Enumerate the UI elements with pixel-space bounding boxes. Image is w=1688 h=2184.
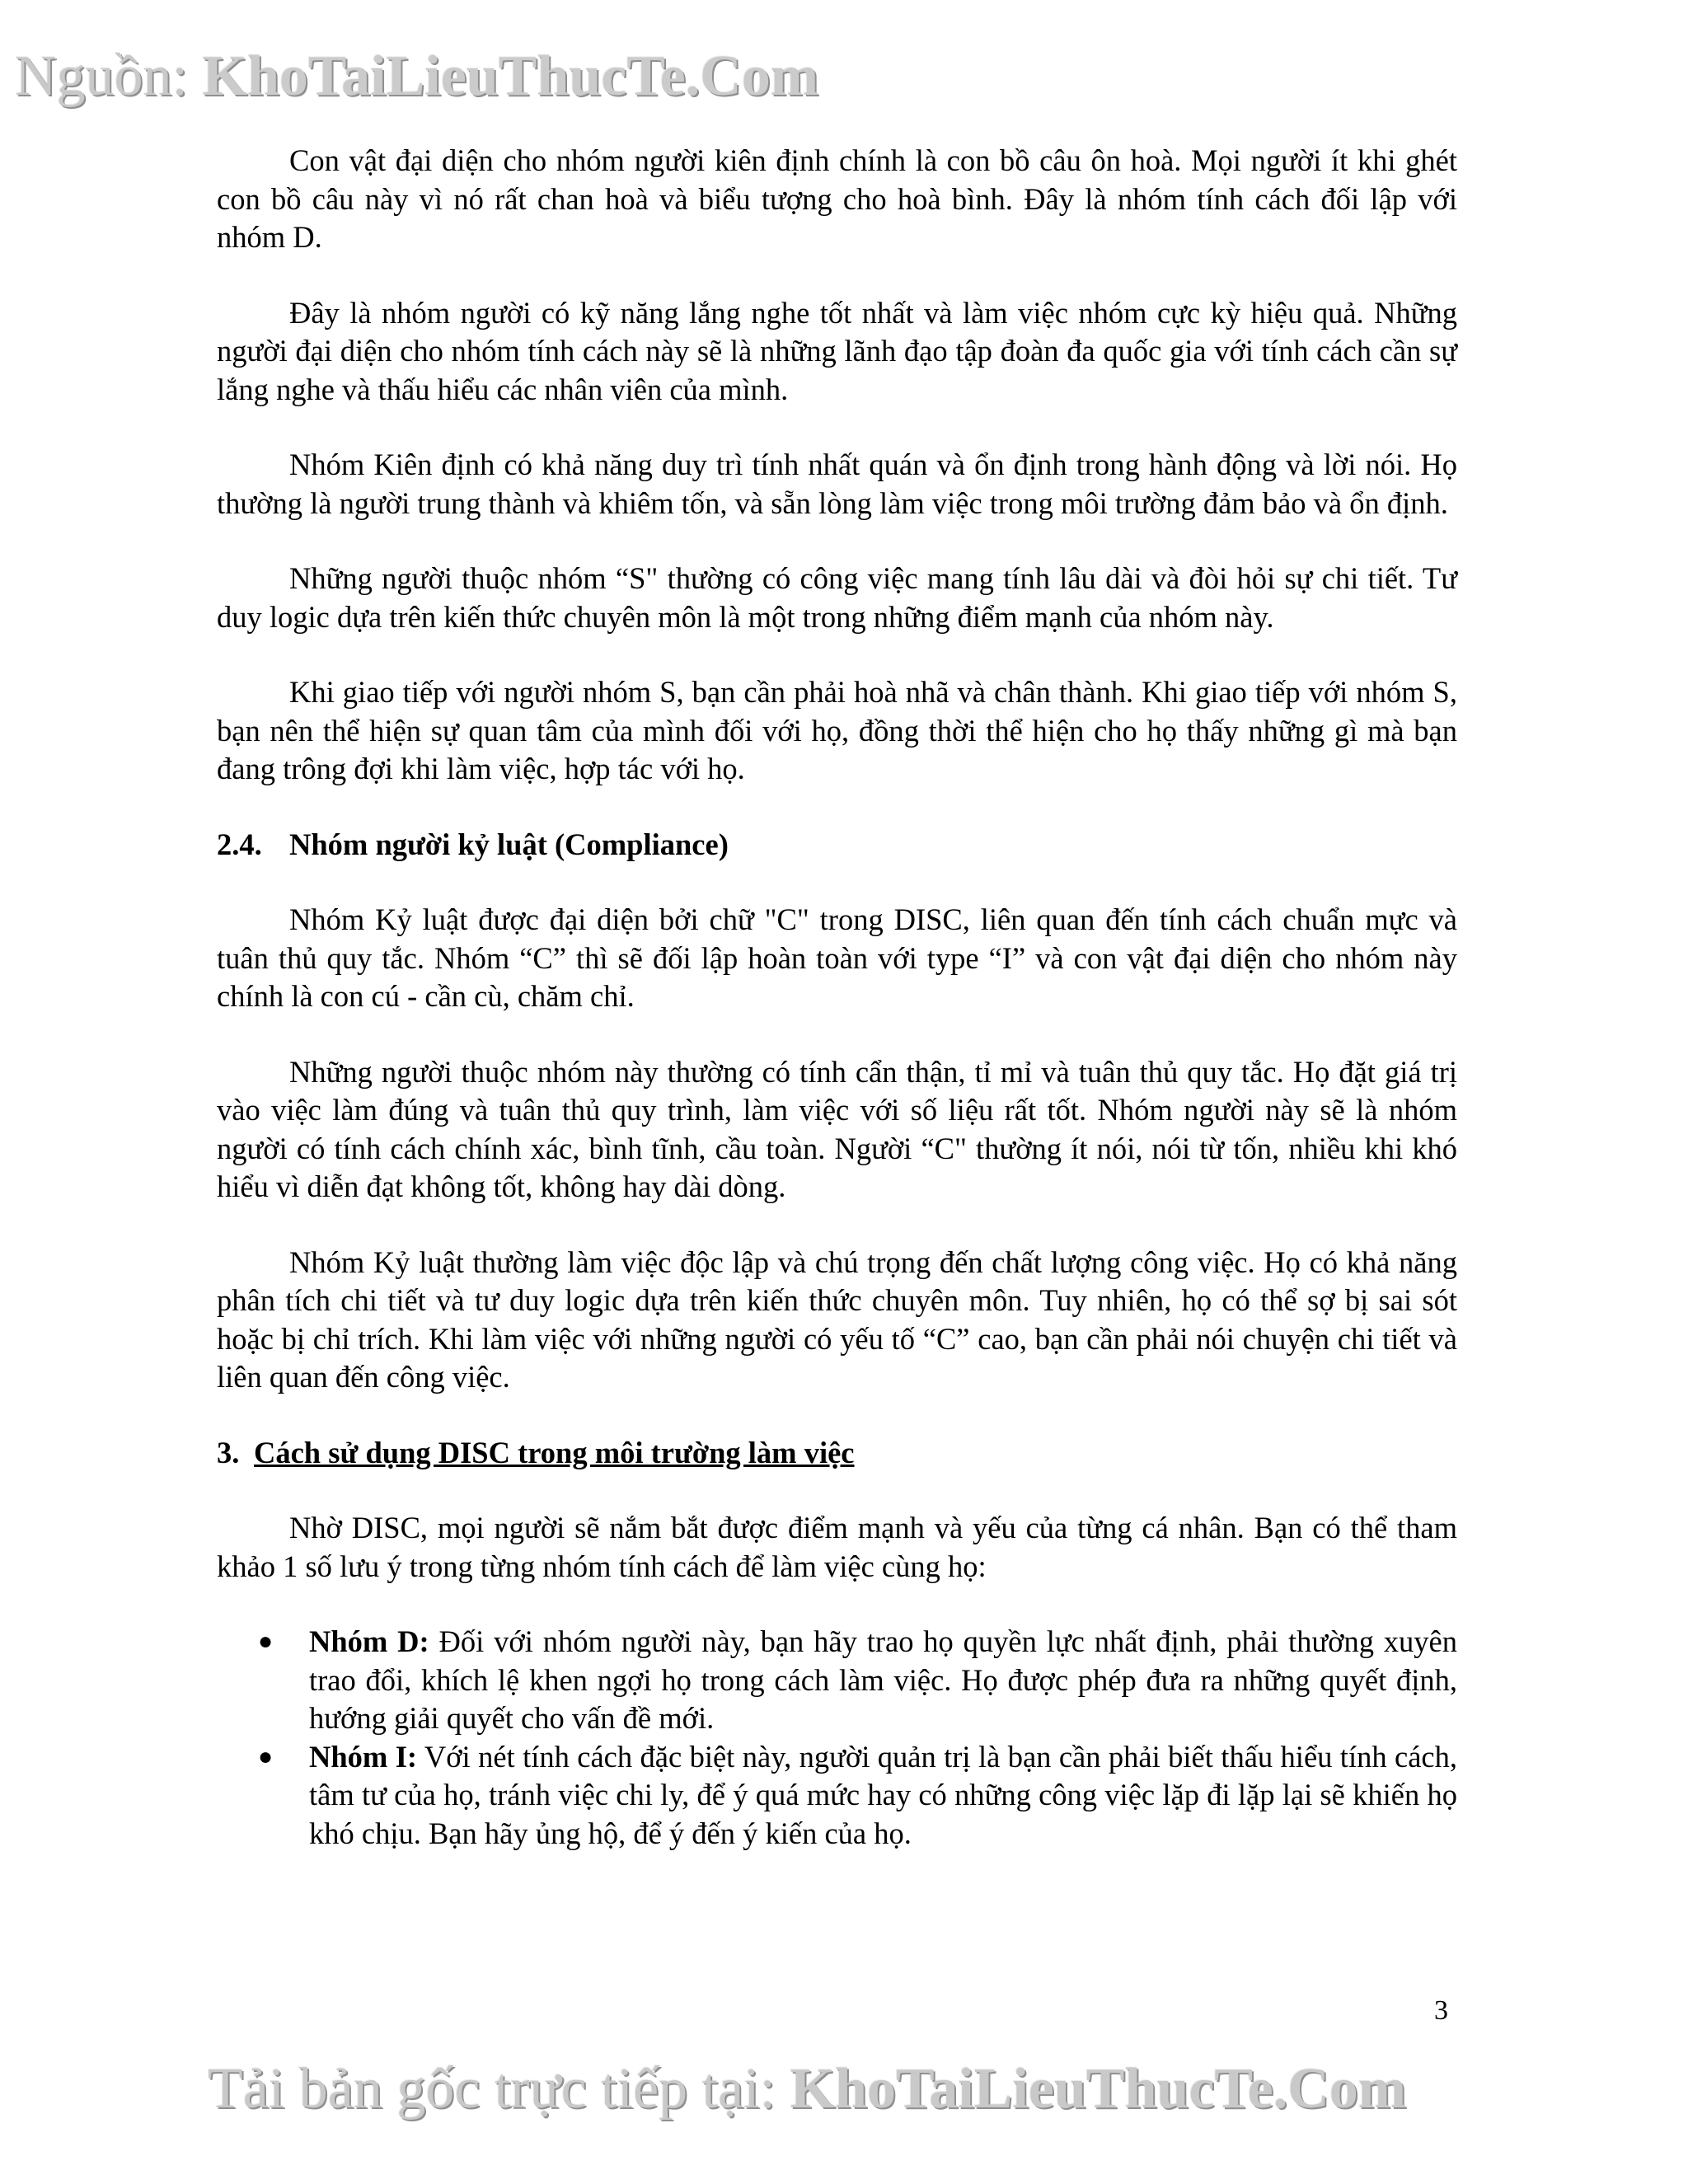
download-watermark	[208, 2057, 1407, 2121]
bullet-icon: ●	[258, 1628, 274, 1655]
bullet-list	[217, 1623, 1457, 1853]
source-watermark-brand: KhoTaiLieuThucTe.Com	[202, 45, 819, 108]
list-item	[217, 1623, 1457, 1738]
paragraph: Nhóm Kỷ luật được đại diện bởi chữ "C" trong DISC, liên quan đến tính cách chuẩn mực và tuân thủ quy tắc. Nhóm “C” thì sẽ đối lập hoàn toàn với type “I” và con vật đại diện cho nhóm này chính là con cú - cần cù, chăm chỉ.	[217, 902, 1457, 1013]
section-title: Cách sử dụng DISC trong môi trường làm việc	[254, 1435, 855, 1469]
list-item-text: Với nét tính cách đặc biệt này, người quản trị là bạn cần phải biết thấu hiểu tính cách, tâm tư của họ, tránh việc chi ly, để ý quá mức hay có những công việc lặp đi lặp lại sẽ khiến họ khó chịu. Bạn hãy ủng hộ, để ý đến ý kiến của họ.	[309, 1739, 1457, 1850]
list-item-text: Đối với nhóm người này, bạn hãy trao họ quyền lực nhất định, phải thường xuyên trao đổi, khích lệ khen ngợi họ trong cách làm việc. Họ được phép đưa ra những quyết định, hướng giải quyết cho vấn đề mới.	[309, 1624, 1458, 1735]
section-number: 3.	[217, 1435, 240, 1469]
list-item-label: Nhóm I:	[309, 1739, 418, 1774]
paragraph: Những người thuộc nhóm này thường có tính cẩn thận, tỉ mỉ và tuân thủ quy tắc. Họ đặt giá trị vào việc làm đúng và tuân thủ quy trình, làm việc với số liệu rất tốt. Nhóm người này sẽ là nhóm người có tính cách chính xác, bình tĩnh, cầu toàn. Người “C" thường ít nói, nói từ tốn, nhiều khi khó hiểu vì diễn đạt không tốt, không hay dài dòng.	[217, 1054, 1457, 1203]
paragraph: Nhóm Kiên định có khả năng duy trì tính nhất quán và ổn định trong hành động và lời nói. Họ thường là người trung thành và khiêm tốn, và sẵn lòng làm việc trong môi trường đảm bảo và ổn định.	[217, 448, 1457, 520]
paragraph: Những người thuộc nhóm “S" thường có công việc mang tính lâu dài và đòi hỏi sự chi tiết. Tư duy logic dựa trên kiến thức chuyên môn là một trong những điểm mạnh của nhóm này.	[217, 561, 1457, 634]
page-number: 3	[1434, 1995, 1448, 2026]
paragraph: Nhờ DISC, mọi người sẽ nắm bắt được điểm mạnh và yếu của từng cá nhân. Bạn có thể tham khảo 1 số lưu ý trong từng nhóm tính cách để làm việc cùng họ:	[217, 1511, 1457, 1583]
download-watermark-prefix: Tải bản gốc trực tiếp tại:	[208, 2057, 790, 2121]
paragraph: Nhóm Kỷ luật thường làm việc độc lập và chú trọng đến chất lượng công việc. Họ có khả năng phân tích chi tiết và tư duy logic dựa trên kiến thức chuyên môn. Tuy nhiên, họ có thể sợ bị sai sót hoặc bị chỉ trích. Khi làm việc với những người có yếu tố “C” cao, bạn cần phải nói chuyện chi tiết và liên quan đến công việc.	[217, 1244, 1457, 1394]
section-heading-3	[217, 1434, 1457, 1473]
section-title: Nhóm người kỷ luật (Compliance)	[289, 827, 729, 861]
section-heading-2-4	[217, 826, 1457, 865]
section-number: 2.4.	[217, 827, 262, 861]
document-body	[217, 142, 1457, 1853]
source-watermark-prefix: Nguồn:	[15, 45, 203, 108]
list-item-label: Nhóm D:	[309, 1624, 429, 1658]
paragraph: Đây là nhóm người có kỹ năng lắng nghe tốt nhất và làm việc nhóm cực kỳ hiệu quả. Những người đại diện cho nhóm tính cách này sẽ là những lãnh đạo tập đoàn đa quốc gia với tính cách cần sự lắng nghe và thấu hiểu các nhân viên của mình.	[217, 295, 1457, 406]
list-item	[217, 1738, 1457, 1854]
source-watermark	[15, 45, 819, 108]
bullet-icon: ●	[258, 1742, 274, 1770]
paragraph: Khi giao tiếp với người nhóm S, bạn cần phải hoà nhã và chân thành. Khi giao tiếp với nhóm S, bạn nên thể hiện sự quan tâm của mình đối với họ, đồng thời thể hiện cho họ thấy những gì mà bạn đang trông đợi khi làm việc, hợp tác với họ.	[217, 675, 1457, 785]
paragraph: Con vật đại diện cho nhóm người kiên định chính là con bồ câu ôn hoà. Mọi người ít khi ghét con bồ câu này vì nó rất chan hoà và biểu tượng cho hoà bình. Đây là nhóm tính cách đối lập với nhóm D.	[217, 143, 1457, 254]
download-watermark-brand: KhoTaiLieuThucTe.Com	[790, 2057, 1407, 2121]
